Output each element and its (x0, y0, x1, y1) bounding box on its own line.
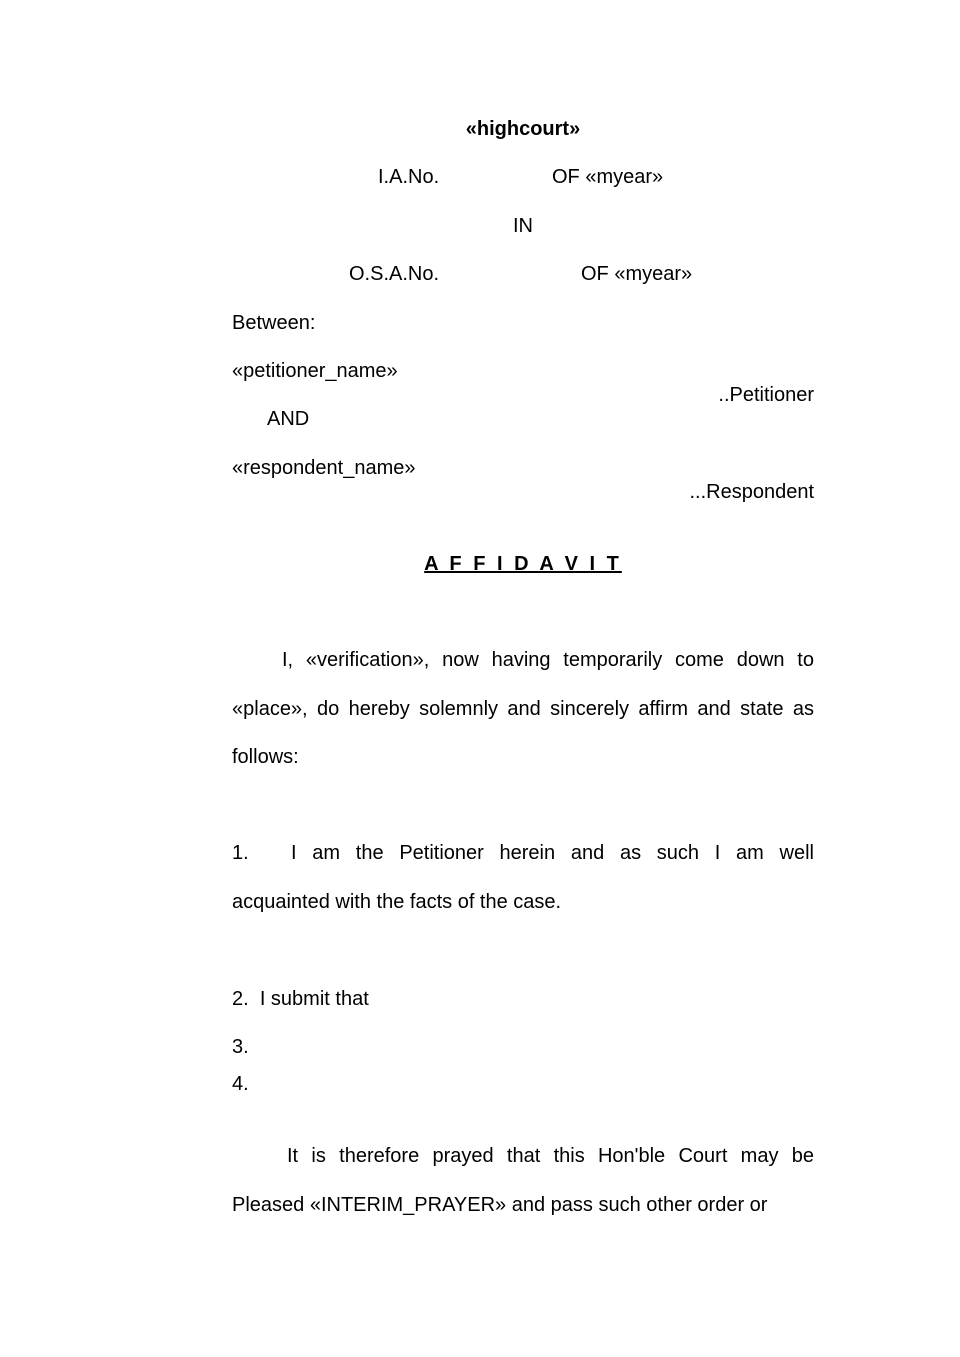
list-item (232, 1072, 249, 1096)
item-text: I am the Petitioner herein and as such I am well acquainted with the facts of the case. (232, 842, 814, 913)
osa-number-label: O.S.A.No. (349, 263, 440, 285)
affidavit-title: A F F I D A V I T (424, 553, 622, 575)
item-text: I submit that (259, 988, 369, 1010)
list-item (232, 829, 814, 926)
petitioner-label: ..Petitioner (718, 384, 814, 406)
ia-year: OF «myear» (552, 166, 664, 188)
item-number: 4. (232, 1073, 249, 1095)
item-number: 3. (232, 1036, 249, 1058)
list-item (232, 987, 369, 1011)
respondent-name: «respondent_name» (232, 457, 416, 479)
petitioner-name: «petitioner_name» (232, 360, 398, 382)
in-label: IN (513, 215, 533, 237)
item-number: 1. (232, 842, 249, 864)
between-label: Between: (232, 312, 316, 334)
respondent-label: ...Respondent (689, 481, 814, 503)
ia-number-label: I.A.No. (378, 166, 440, 188)
prayer-paragraph: It is therefore prayed that this Hon'ble Court may be Pleased «INTERIM_PRAYER» and pass such other order or (232, 1145, 814, 1216)
item-number: 2. (232, 988, 249, 1010)
court-name: «highcourt» (465, 118, 581, 140)
and-label: AND (267, 408, 310, 430)
list-item (232, 1035, 249, 1059)
osa-year: OF «myear» (581, 263, 693, 285)
intro-paragraph: I, «verification», now having temporarily come down to «place», do hereby solemnly and sincerely affirm and state as follows: (232, 649, 814, 768)
